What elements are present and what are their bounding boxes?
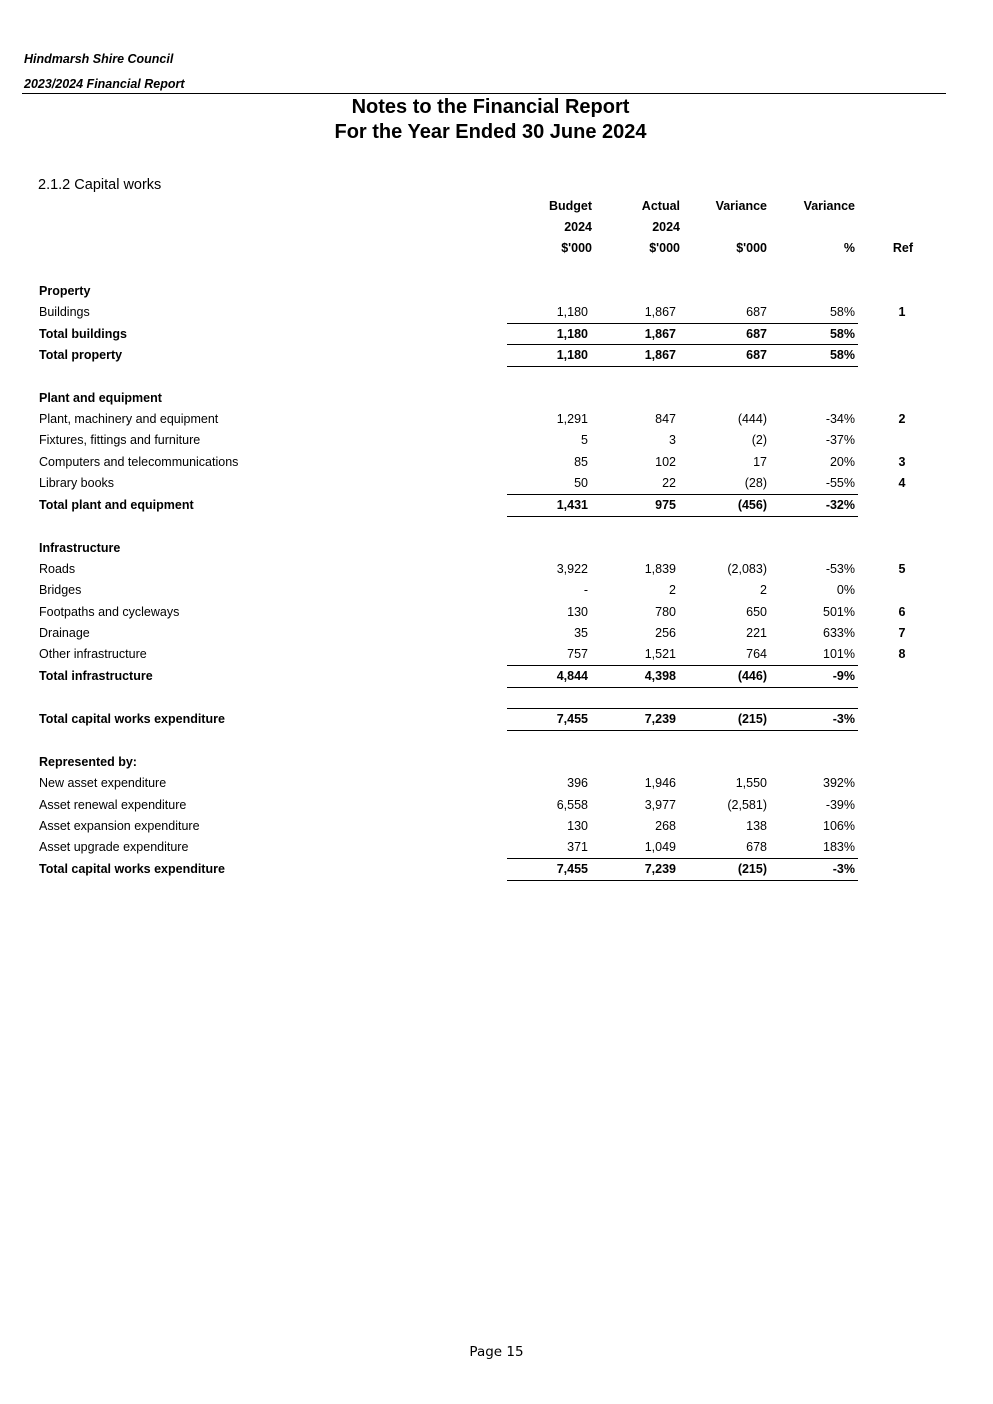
col-actual-h2: 2024 [652,220,680,234]
row-label: Buildings [39,305,90,319]
row-label: Infrastructure [39,541,121,555]
variance-pct-cell: 101% [823,647,855,661]
budget-cell: 130 [567,605,588,619]
col-variance-h3: $'000 [736,241,767,255]
budget-cell: 4,844 [556,669,588,683]
variance-pct-cell: 183% [823,840,855,854]
council-name: Hindmarsh Shire Council [24,52,174,66]
actual-cell: 256 [655,626,676,640]
row-label: New asset expenditure [39,776,167,790]
row-label: Total infrastructure [39,669,153,683]
variance-cell: 687 [746,348,767,362]
section-title: 2.1.2 Capital works [38,177,162,193]
col-budget-h2: 2024 [564,220,592,234]
table-row [0,605,993,626]
table-row [0,583,993,604]
actual-cell: 847 [655,412,676,426]
budget-cell: 396 [567,776,588,790]
row-label: Footpaths and cycleways [39,605,180,619]
variance-cell: 2 [760,583,767,597]
row-label: Fixtures, fittings and furniture [39,433,201,447]
report-name: 2023/2024 Financial Report [24,77,185,91]
variance-cell: (446) [737,669,767,683]
row-label: Roads [39,562,76,576]
variance-pct-cell: -34% [825,412,855,426]
row-label: Total buildings [39,327,127,341]
budget-cell: 1,431 [556,498,588,512]
table-row [0,412,993,433]
table-row [0,562,993,583]
variance-cell: 138 [746,819,767,833]
actual-cell: 1,946 [644,776,676,790]
budget-cell: 1,180 [556,348,588,362]
variance-cell: 687 [746,327,767,341]
ref-cell: 5 [898,562,906,576]
ref-cell: 7 [898,626,906,640]
variance-pct-cell: -9% [832,669,855,683]
row-label: Property [39,284,91,298]
plant-heading [0,391,993,412]
table-row [0,433,993,454]
col-budget-h1: Budget [548,199,592,213]
actual-cell: 7,239 [644,712,676,726]
ref-cell: 2 [898,412,906,426]
actual-cell: 1,867 [644,348,676,362]
ref-cell: 1 [898,305,906,319]
row-label: Total property [39,348,123,362]
actual-cell: 975 [655,498,676,512]
variance-cell: (456) [737,498,767,512]
variance-pct-cell: 0% [836,583,855,597]
variance-pct-cell: 106% [823,819,855,833]
page-title: Notes to the Financial Report [351,96,630,118]
actual-cell: 22 [662,476,676,490]
total-rule [507,366,858,367]
budget-cell: 757 [567,647,588,661]
variance-pct-cell: -37% [825,433,855,447]
table-row [0,819,993,840]
budget-cell: 1,180 [556,327,588,341]
total-rule [507,516,858,517]
variance-cell: (2) [751,433,767,447]
subtotal-rule [507,344,858,345]
table-row [0,455,993,476]
row-label: Plant and equipment [39,391,162,405]
ref-cell: 3 [898,455,906,469]
row-label: Total plant and equipment [39,498,194,512]
variance-cell: 650 [746,605,767,619]
budget-cell: - [583,583,588,597]
budget-cell: 1,291 [556,412,588,426]
variance-pct-cell: -55% [825,476,855,490]
property-heading [0,284,993,305]
subtotal-rule [507,708,858,709]
row-label: Total capital works expenditure [39,712,225,726]
variance-cell: 678 [746,840,767,854]
actual-cell: 2 [669,583,676,597]
variance-pct-cell: 58% [829,327,855,341]
variance-pct-cell: 392% [823,776,855,790]
subtotal-rule [507,494,858,495]
col-budget-h3: $'000 [561,241,592,255]
variance-cell: (215) [737,712,767,726]
variance-pct-cell: 633% [823,626,855,640]
table-row [0,798,993,819]
variance-pct-cell: 501% [823,605,855,619]
budget-cell: 85 [574,455,588,469]
variance-pct-cell: -3% [832,862,855,876]
variance-cell: (2,083) [727,562,767,576]
total-rule [507,687,858,688]
variance-cell: (28) [744,476,767,490]
row-label: Other infrastructure [39,647,147,661]
budget-cell: 6,558 [556,798,588,812]
page-number: Page 15 [469,1344,524,1360]
table-row [0,776,993,797]
row-label: Plant, machinery and equipment [39,412,219,426]
actual-cell: 780 [655,605,676,619]
actual-cell: 268 [655,819,676,833]
budget-cell: 35 [574,626,588,640]
ref-cell: 8 [898,647,906,661]
col-actual-h1: Actual [641,199,680,213]
subtotal-rule [507,858,858,859]
variance-pct-cell: -3% [832,712,855,726]
row-label: Total capital works expenditure [39,862,225,876]
actual-cell: 1,049 [644,840,676,854]
total-rule [507,880,858,881]
actual-cell: 3 [669,433,676,447]
row-label: Library books [39,476,115,490]
variance-cell: 687 [746,305,767,319]
subtotal-rule [507,323,858,324]
budget-cell: 130 [567,819,588,833]
table-row [0,626,993,647]
actual-cell: 1,867 [644,305,676,319]
budget-cell: 3,922 [556,562,588,576]
row-label: Asset upgrade expenditure [39,840,189,854]
infrastructure-heading [0,541,993,562]
variance-pct-cell: 58% [829,305,855,319]
variance-cell: 1,550 [735,776,767,790]
page-subtitle: For the Year Ended 30 June 2024 [334,121,647,143]
budget-cell: 1,180 [556,305,588,319]
budget-cell: 50 [574,476,588,490]
variance-cell: (444) [737,412,767,426]
variance-cell: 221 [746,626,767,640]
variance-pct-cell: -53% [825,562,855,576]
actual-cell: 4,398 [644,669,676,683]
variance-cell: 17 [753,455,767,469]
budget-cell: 371 [567,840,588,854]
row-label: Drainage [39,626,90,640]
row-label: Asset expansion expenditure [39,819,200,833]
actual-cell: 1,839 [644,562,676,576]
variance-pct-cell: 58% [829,348,855,362]
variance-pct-cell: -39% [825,798,855,812]
total-rule [507,730,858,731]
row-label: Represented by: [39,755,137,769]
ref-cell: 6 [898,605,906,619]
represented-heading [0,755,993,776]
budget-cell: 7,455 [556,862,588,876]
actual-cell: 1,521 [644,647,676,661]
budget-cell: 7,455 [556,712,588,726]
row-label: Bridges [39,583,82,597]
variance-cell: (215) [737,862,767,876]
ref-cell: 4 [898,476,906,490]
col-variance-pct-h1: Variance [803,199,855,213]
actual-cell: 1,867 [644,327,676,341]
header-divider [22,93,946,94]
variance-pct-cell: -32% [825,498,855,512]
row-label: Computers and telecommunications [39,455,239,469]
variance-cell: (2,581) [727,798,767,812]
variance-pct-cell: 20% [829,455,855,469]
actual-cell: 102 [655,455,676,469]
budget-cell: 5 [581,433,588,447]
row-label: Asset renewal expenditure [39,798,187,812]
variance-cell: 764 [746,647,767,661]
col-ref-h: Ref [892,241,913,255]
actual-cell: 7,239 [644,862,676,876]
col-variance-pct-h3: % [843,241,855,255]
actual-cell: 3,977 [644,798,676,812]
col-actual-h3: $'000 [649,241,680,255]
col-variance-h1: Variance [715,199,767,213]
subtotal-rule [507,665,858,666]
